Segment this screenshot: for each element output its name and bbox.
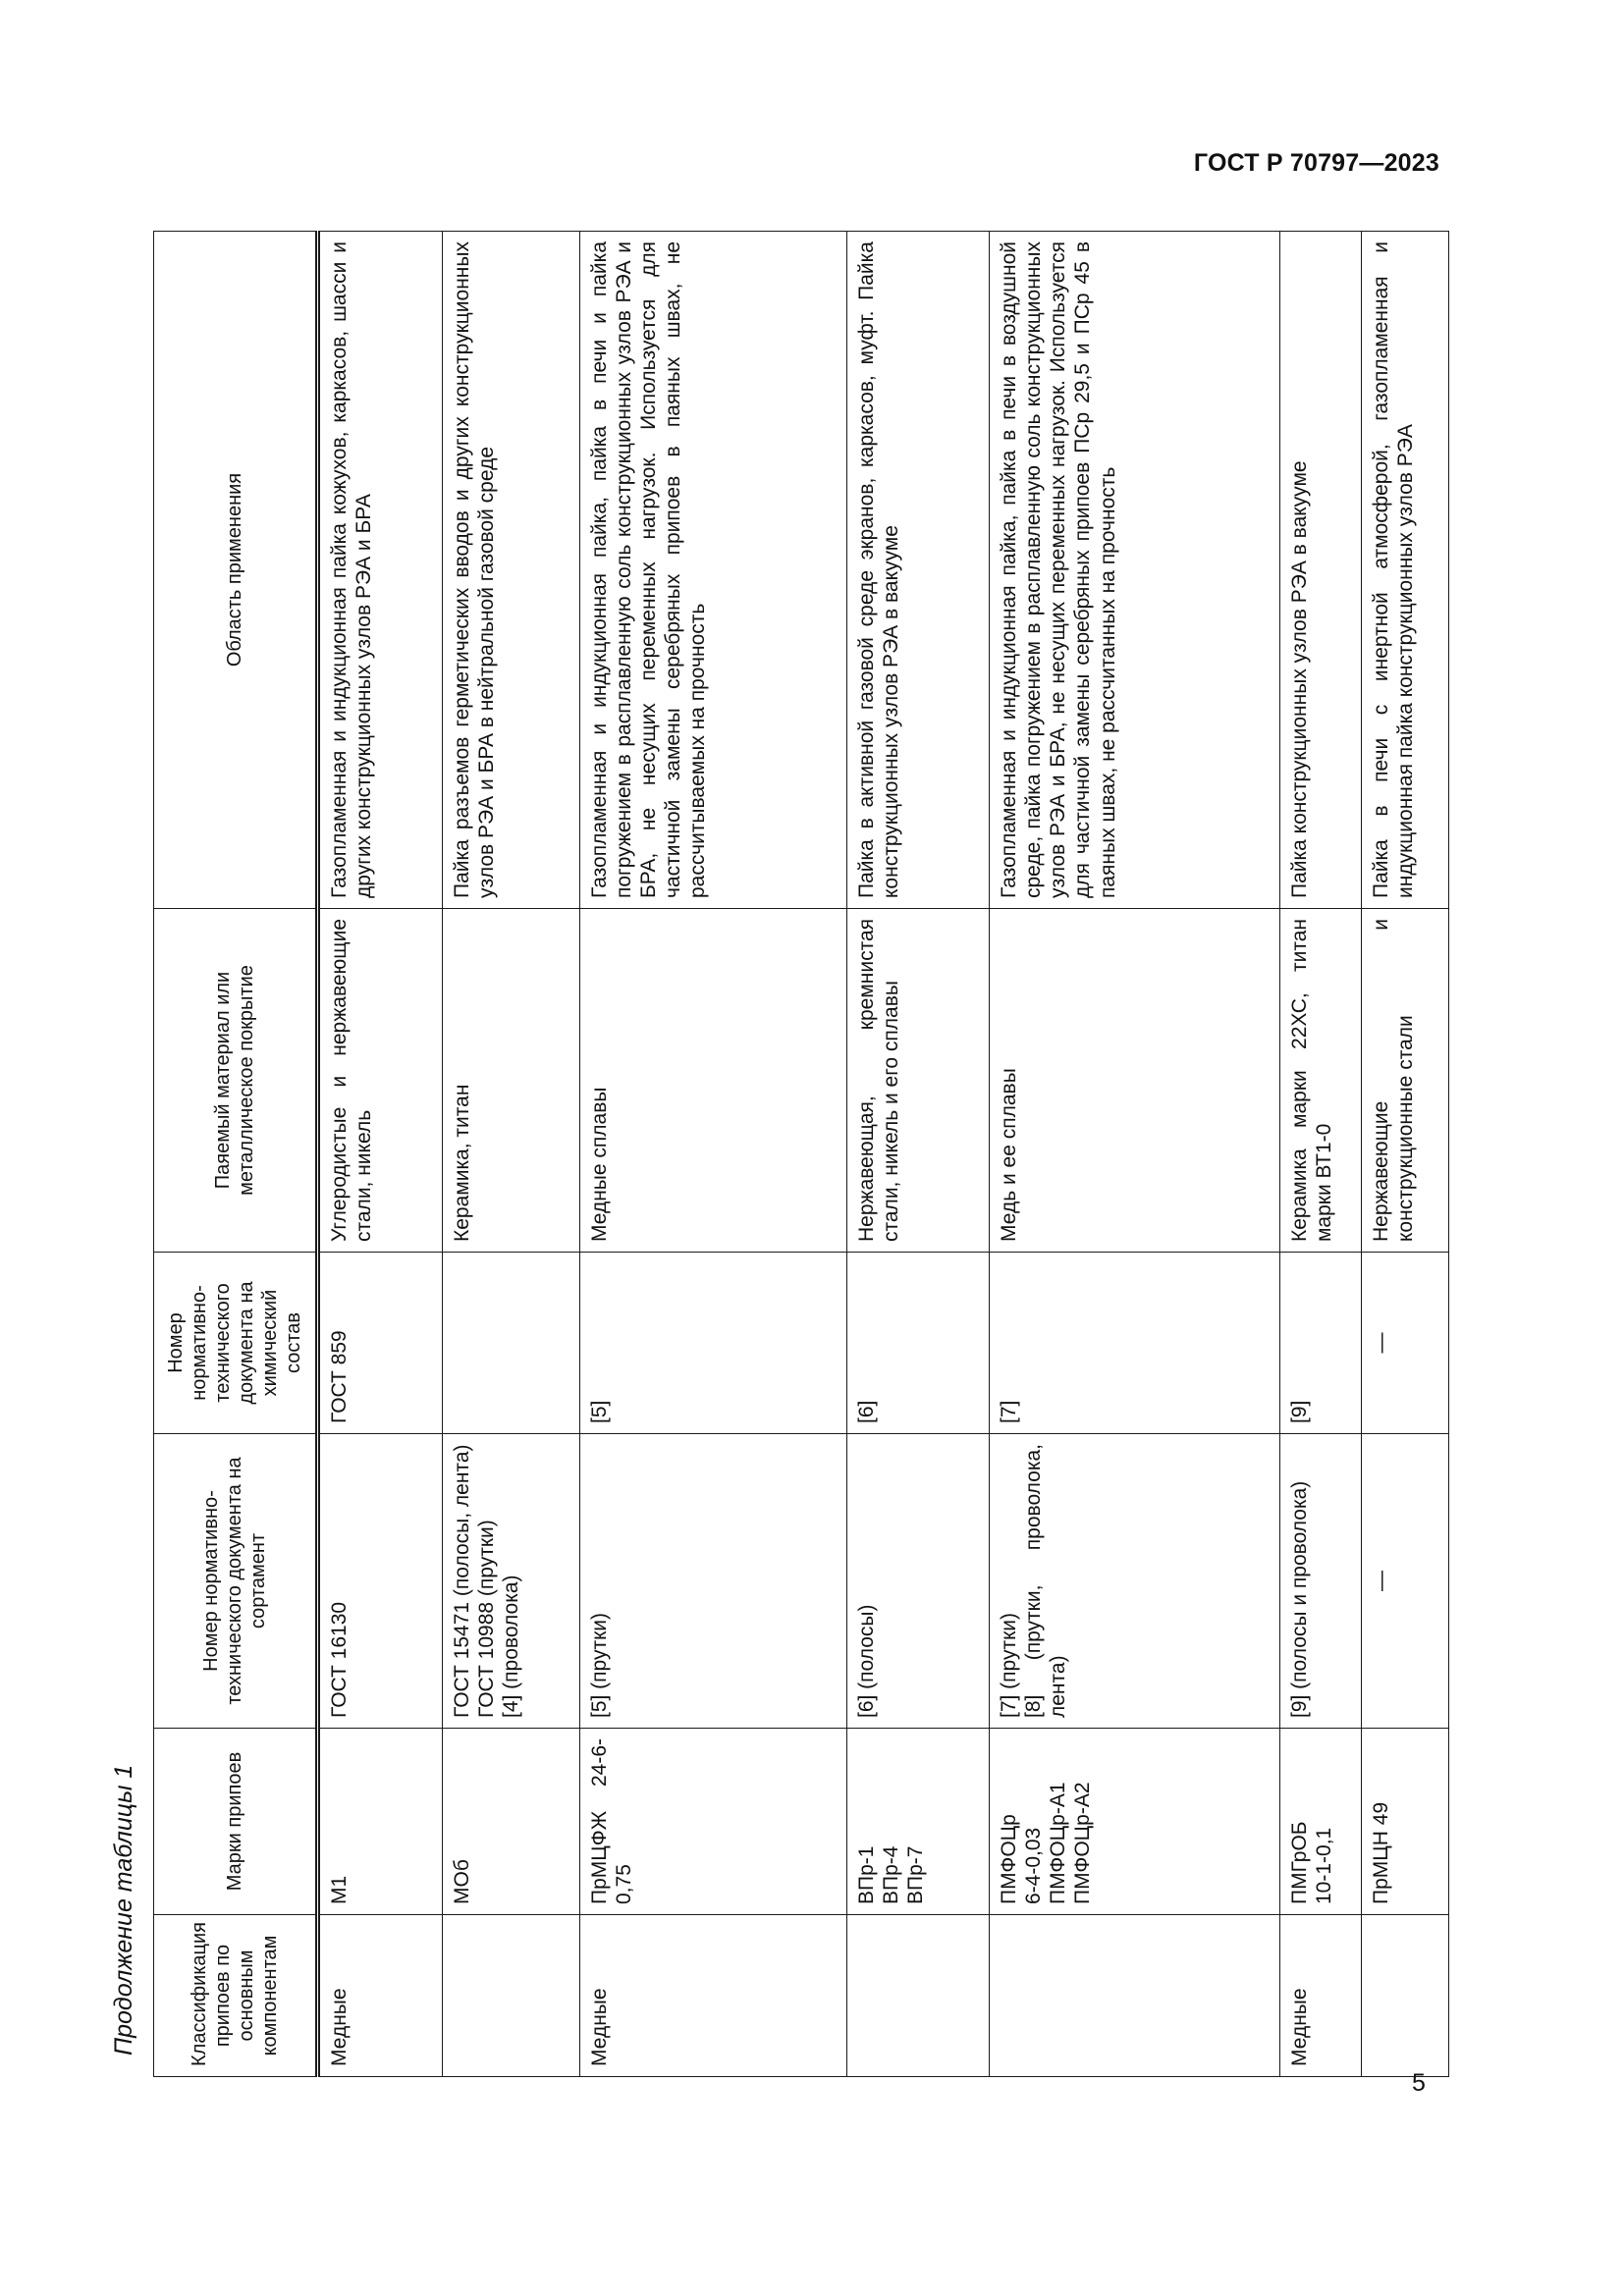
cell-material: [1279, 909, 1361, 1253]
assortment-item: [8] (прутки, проволока, лента): [1022, 1444, 1070, 1718]
cell-application: [442, 232, 579, 909]
cell-assortment: [442, 1434, 579, 1729]
page-number: 5: [1412, 2069, 1426, 2097]
application-text: Пайка в активной газовой среде экранов, каркасов, муфт. Пайка конструкционных узлов РЭА в вакууме: [854, 241, 902, 898]
cell-chemistry: ГОСТ 859: [318, 1253, 443, 1434]
grade-item: ВПр-1: [854, 1845, 878, 1904]
grade-item: 10-1-0,1: [1312, 1827, 1335, 1904]
solders-table: [153, 231, 1449, 2077]
grade-item: ВПр-4: [879, 1845, 902, 1904]
grade-item: ПМФОЦр-А2: [1071, 1782, 1095, 1904]
grade-item: МОб: [450, 1859, 473, 1904]
table-row: [442, 232, 579, 2077]
cell-chemistry: [6]: [846, 1253, 989, 1434]
grade-item: 6-4-0,03: [1022, 1827, 1046, 1904]
cell-application: [989, 232, 1279, 909]
cell-assortment: [989, 1434, 1279, 1729]
cell-assortment: [318, 1434, 443, 1729]
grade-item: ПрМЦФЖ 24-6-0,75: [587, 1738, 635, 1904]
table-header-row: [154, 232, 318, 2077]
cell-grades: [318, 1729, 443, 1915]
application-text: Газопламенная и индукционная пайка, пайка в печи в воздушной среде, пайка погружением в расплавленную соль конструкционных узлов РЭА и БРА, не несущих переменных нагрузок. Используется для частичной замены серебряных припоев ПСр 29,5 и ПСр 45 в паяных швах, не рассчитанных на прочность: [997, 241, 1119, 898]
cell-classification: [442, 1915, 579, 2077]
cell-grades: [442, 1729, 579, 1915]
cell-material: [579, 909, 846, 1253]
table-row: [318, 232, 443, 2077]
table-row: [579, 232, 846, 2077]
cell-classification: Медные: [579, 1915, 846, 2077]
material-text: Нержавеющая, кремнистая стали, никель и его сплавы: [854, 919, 902, 1242]
cell-chemistry: —: [1361, 1253, 1448, 1434]
cell-material: [989, 909, 1279, 1253]
cell-grades: [1361, 1729, 1448, 1915]
assortment-item: [9] (полосы и проволока): [1287, 1480, 1311, 1718]
assortment-item: ГОСТ 15471 (полосы, лента): [450, 1444, 473, 1718]
application-text: Пайка конструкционных узлов РЭА в вакууме: [1287, 460, 1311, 898]
column-header-material: Паяемый материал или металлическое покрытие: [154, 909, 318, 1253]
material-text: Медные сплавы: [587, 1087, 611, 1242]
cell-application: [1361, 232, 1448, 909]
grade-item: ПрМЦН 49: [1369, 1801, 1392, 1904]
assortment-item: ГОСТ 10988 (прутки): [474, 1520, 498, 1718]
table-row: [1361, 232, 1448, 2077]
application-text: Газопламенная и индукционная пайка, пайка в печи и пайка погружением в расплавленную соль конструкционных узлов РЭА и БРА, не несущих переменных нагрузок. Используется для частичной замены серебряных припоев в паяных швах, не рассчитываемых на прочность: [587, 241, 710, 898]
assortment-item: [6] (полосы): [854, 1604, 878, 1718]
column-header-classification: Классификация припоев по основным компонентам: [154, 1915, 318, 2077]
assortment-item: —: [1369, 1571, 1392, 1591]
application-text: Пайка разъемов герметических вводов и других конструкционных узлов РЭА и БРА в нейтральной газовой среде: [450, 241, 498, 898]
column-header-grades: Марки припоев: [154, 1729, 318, 1915]
cell-chemistry: [7]: [989, 1253, 1279, 1434]
application-text: Пайка в печи с инертной атмосферой, газопламенная и индукционная пайка конструкционных узлов РЭА: [1369, 241, 1417, 898]
cell-chemistry: [442, 1253, 579, 1434]
assortment-item: [7] (прутки): [997, 1612, 1020, 1718]
table-row: [1279, 232, 1361, 2077]
cell-grades: [846, 1729, 989, 1915]
cell-assortment: [846, 1434, 989, 1729]
cell-material: [846, 909, 989, 1253]
cell-chemistry: [9]: [1279, 1253, 1361, 1434]
cell-assortment: [1361, 1434, 1448, 1729]
cell-grades: [1279, 1729, 1361, 1915]
cell-application: [318, 232, 443, 909]
cell-classification: [846, 1915, 989, 2077]
grade-item: ПМФОЦр: [997, 1814, 1020, 1904]
assortment-item: [4] (проволока): [499, 1575, 522, 1718]
grade-item: М1: [328, 1875, 351, 1904]
material-text: Нержавеющие и конструкционные стали: [1369, 919, 1417, 1242]
table-row: [989, 232, 1279, 2077]
assortment-item: [5] (прутки): [587, 1612, 611, 1718]
material-text: Керамика марки 22ХС, титан марки ВТ1-0: [1287, 919, 1335, 1242]
table-row: [846, 232, 989, 2077]
rotated-table-container: [153, 232, 1449, 2077]
cell-application: [1279, 232, 1361, 909]
cell-classification: [989, 1915, 1279, 2077]
cell-classification: [1361, 1915, 1448, 2077]
cell-classification: Медные: [318, 1915, 443, 2077]
cell-grades: [579, 1729, 846, 1915]
grade-item: ВПр-7: [903, 1845, 927, 1904]
cell-grades: [989, 1729, 1279, 1915]
standard-code: ГОСТ Р 70797—2023: [1193, 149, 1439, 177]
grade-item: ПМГрОБ: [1287, 1821, 1311, 1904]
cell-assortment: [579, 1434, 846, 1729]
cell-assortment: [1279, 1434, 1361, 1729]
cell-material: [442, 909, 579, 1253]
cell-application: [846, 232, 989, 909]
column-header-assortment-doc: Номер нормативно-технического документа на сортамент: [154, 1434, 318, 1729]
material-text: Углеродистые и нержавеющие стали, никель: [328, 919, 376, 1242]
cell-material: [318, 909, 443, 1253]
material-text: Медь и ее сплавы: [997, 1068, 1020, 1242]
application-text: Газопламенная и индукционная пайка кожухов, каркасов, шасси и других конструкционных узлов РЭА и БРА: [328, 241, 376, 898]
column-header-chemistry-doc: Номер нормативно-технического документа на химический состав: [154, 1253, 318, 1434]
assortment-item: ГОСТ 16130: [328, 1601, 351, 1718]
grade-item: ПМФОЦр-А1: [1047, 1782, 1070, 1904]
cell-chemistry: [5]: [579, 1253, 846, 1434]
table-continuation-label: Продолжение таблицы 1: [110, 1764, 137, 2056]
column-header-application: Область применения: [154, 232, 318, 909]
cell-classification: Медные: [1279, 1915, 1361, 2077]
cell-material: [1361, 909, 1448, 1253]
cell-application: [579, 232, 846, 909]
material-text: Керамика, титан: [450, 1084, 473, 1242]
